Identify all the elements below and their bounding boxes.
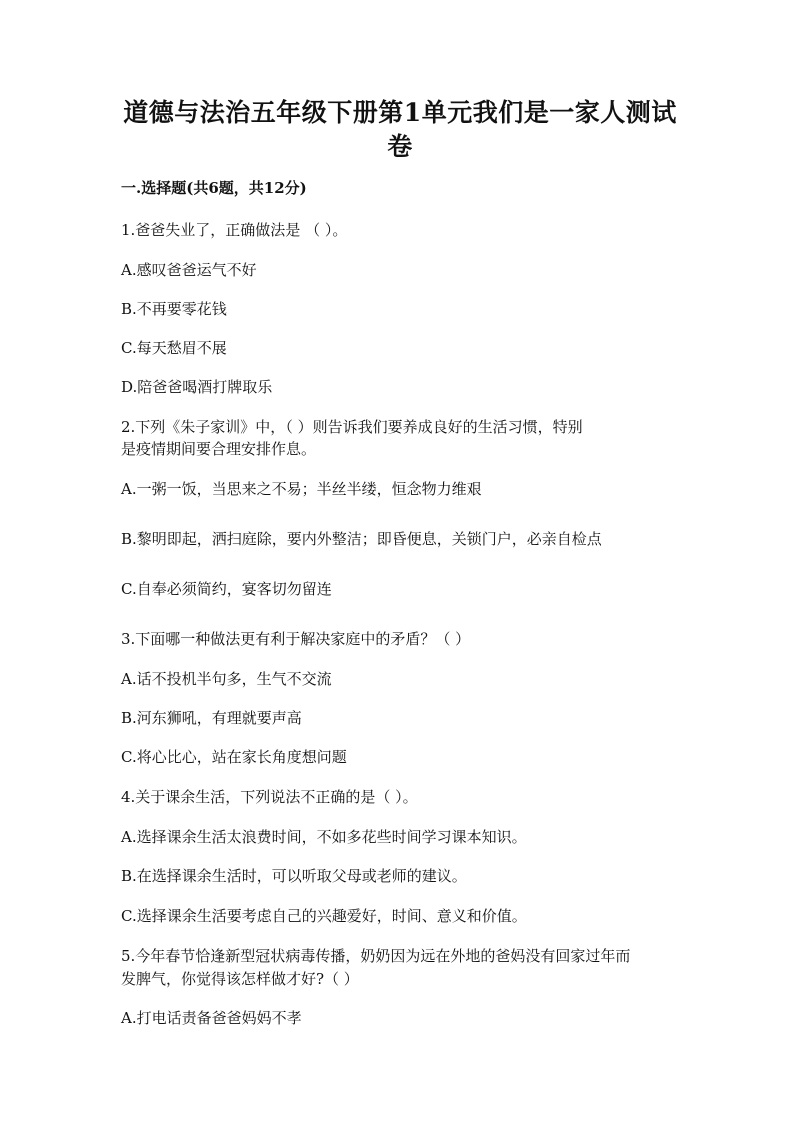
question-2-option-b: B.黎明即起，洒扫庭除，要内外整洁；即昏便息，关锁门户，必亲自检点	[121, 530, 602, 548]
question-1-option-b: B.不再要零花钱	[121, 300, 227, 318]
question-3-stem: 3.下面哪一种做法更有利于解决家庭中的矛盾？（ ）	[121, 630, 471, 648]
question-2-option-a: A.一粥一饭，当思来之不易；半丝半缕，恒念物力维艰	[121, 480, 482, 498]
question-5-option-a: A.打电话责备爸爸妈妈不孝	[121, 1009, 302, 1027]
question-3-option-c: C.将心比心，站在家长角度想问题	[121, 748, 347, 766]
question-4-option-a: A.选择课余生活太浪费时间，不如多花些时间学习课本知识。	[121, 828, 527, 846]
question-1-option-a: A.感叹爸爸运气不好	[121, 261, 257, 279]
question-1-stem: 1.爸爸失业了，正确做法是 （ ）。	[121, 221, 348, 239]
question-2-stem-line-1: 2.下列《朱子家训》中，（ ）则告诉我们要养成良好的生活习惯，特别	[121, 418, 583, 436]
section-heading: 一.选择题(共6题，共12分)	[121, 179, 307, 197]
question-3-option-b: B.河东狮吼，有理就要声高	[121, 709, 302, 727]
question-3-option-a: A.话不投机半句多，生气不交流	[121, 670, 332, 688]
question-5-stem-line-1: 5.今年春节恰逢新型冠状病毒传播，奶奶因为远在外地的爸妈没有回家过年而	[121, 947, 631, 965]
page-title: 道德与法治五年级下册第1单元我们是一家人测试卷	[123, 98, 677, 161]
question-4-option-b: B.在选择课余生活时，可以听取父母或老师的建议。	[121, 867, 467, 885]
question-2-stem-line-2: 是疫情期间要合理安排作息。	[121, 440, 317, 458]
question-1-option-c: C.每天愁眉不展	[121, 339, 227, 357]
question-1-option-d: D.陪爸爸喝酒打牌取乐	[121, 378, 273, 396]
question-4-stem: 4.关于课余生活，下列说法不正确的是（ ）。	[121, 788, 418, 806]
question-5-stem-line-2: 发脾气，你觉得该怎样做才好?（ ）	[121, 970, 359, 988]
question-4-option-c: C.选择课余生活要考虑自己的兴趣爱好，时间、意义和价值。	[121, 907, 527, 925]
question-2-option-c: C.自奉必须简约，宴客切勿留连	[121, 580, 332, 598]
